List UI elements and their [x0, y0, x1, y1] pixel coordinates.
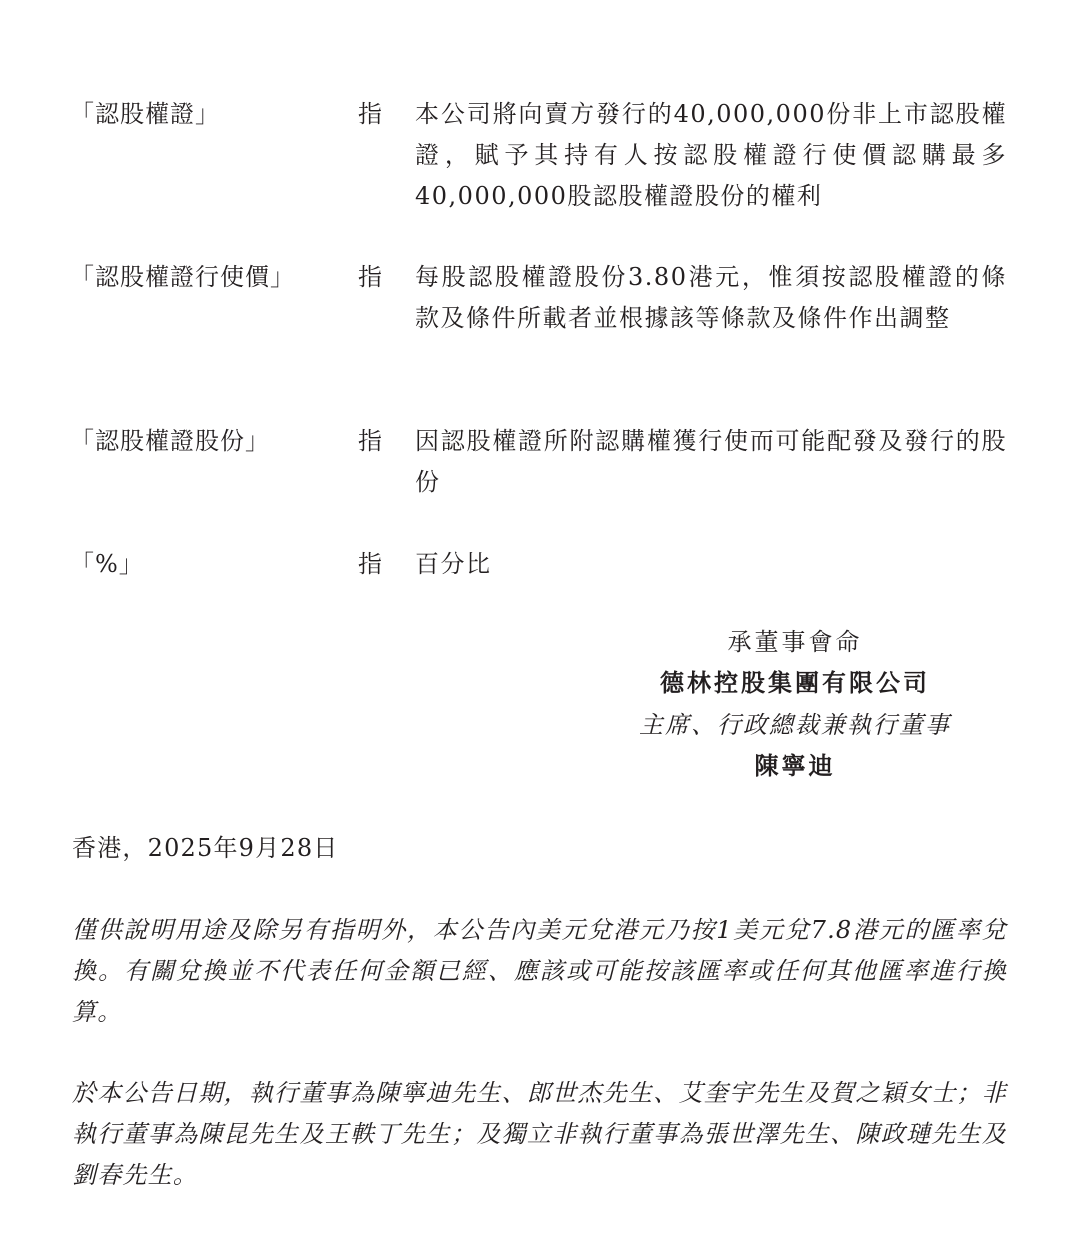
signature-title: 主席、行政總裁兼執行董事: [639, 711, 951, 739]
definition-term: 「認股權證股份」: [70, 427, 270, 455]
definition-term: 「認股權證行使價」: [70, 263, 295, 291]
definition-meaning: 本公司將向賣方發行的40,000,000份非上市認股權證，賦予其持有人按認股權證行使價認購最多40,000,000股認股權證股份的權利: [415, 100, 1007, 210]
signature-by-order: 承董事會命: [727, 628, 863, 656]
definition-term: 「%」: [70, 550, 144, 578]
definition-means: 指: [358, 263, 382, 291]
definition-meaning: 百分比: [415, 550, 492, 578]
signature-company: 德林控股集團有限公司: [660, 669, 930, 697]
definition-means: 指: [358, 100, 382, 128]
exchange-rate-note: 僅供說明用途及除另有指明外，本公告內美元兌港元乃按1美元兌7.8港元的匯率兌換。有關兌換並不代表任何金額已經、應該或可能按該匯率或任何其他匯率進行換算。: [72, 916, 1007, 1026]
signature-name: 陳寧迪: [754, 752, 836, 780]
place-date: 香港，2025年9月28日: [72, 834, 339, 862]
definition-means: 指: [358, 550, 382, 578]
board-composition-note: 於本公告日期，執行董事為陳寧迪先生、郎世杰先生、艾奎宇先生及賀之穎女士；非執行董事為陳昆先生及王軼丁先生；及獨立非執行董事為張世澤先生、陳政璉先生及劉春先生。: [72, 1079, 1007, 1189]
definition-means: 指: [358, 427, 382, 455]
definition-term: 「認股權證」: [70, 100, 220, 128]
definition-meaning: 每股認股權證股份3.80港元，惟須按認股權證的條款及條件所載者並根據該等條款及條件作出調整: [415, 263, 1007, 332]
definition-meaning: 因認股權證所附認購權獲行使而可能配發及發行的股份: [415, 427, 1007, 496]
